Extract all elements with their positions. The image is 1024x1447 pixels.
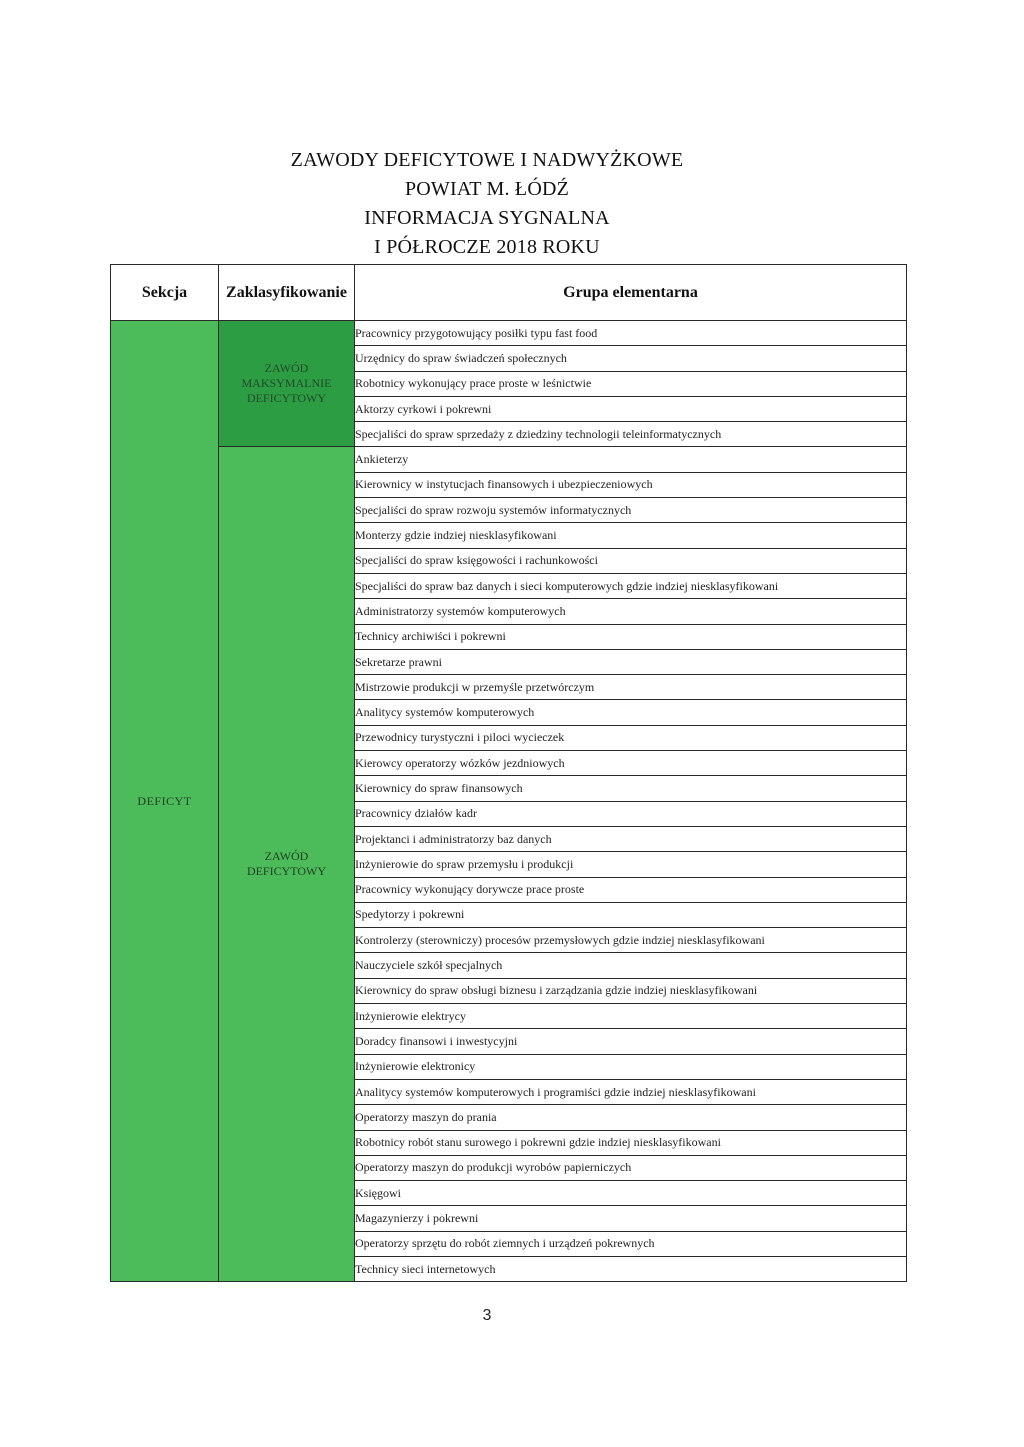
zaklasyfikowanie-max-deficyt-cell xyxy=(219,321,355,447)
occupation-cell: Technicy sieci internetowych xyxy=(355,1256,907,1281)
occupation-cell: Specjaliści do spraw sprzedaży z dziedziny technologii teleinformatycznych xyxy=(355,422,907,447)
occupation-cell: Specjaliści do spraw księgowości i rachunkowości xyxy=(355,548,907,573)
occupation-cell: Sekretarze prawni xyxy=(355,649,907,674)
occupation-cell: Operatorzy sprzętu do robót ziemnych i urządzeń pokrewnych xyxy=(355,1231,907,1256)
occupation-cell: Operatorzy maszyn do produkcji wyrobów papierniczych xyxy=(355,1155,907,1180)
occupation-cell: Księgowi xyxy=(355,1181,907,1206)
occupation-cell: Urzędnicy do spraw świadczeń społecznych xyxy=(355,346,907,371)
title-line-4: I PÓŁROCZE 2018 ROKU xyxy=(374,236,600,258)
occupation-cell: Pracownicy przygotowujący posiłki typu fast food xyxy=(355,321,907,346)
occupation-cell: Monterzy gdzie indziej niesklasyfikowani xyxy=(355,523,907,548)
header-zaklasyfikowanie: Zaklasyfikowanie xyxy=(219,265,355,321)
occupation-cell: Robotnicy robót stanu surowego i pokrewni gdzie indziej niesklasyfikowani xyxy=(355,1130,907,1155)
document-title xyxy=(0,146,974,262)
occupation-cell: Pracownicy wykonujący dorywcze prace proste xyxy=(355,877,907,902)
sekcja-cell: DEFICYT xyxy=(111,321,219,1282)
occupation-cell: Kierownicy do spraw obsługi biznesu i zarządzania gdzie indziej niesklasyfikowani xyxy=(355,978,907,1003)
occupation-cell: Pracownicy działów kadr xyxy=(355,801,907,826)
occupation-cell: Magazynierzy i pokrewni xyxy=(355,1206,907,1231)
occupation-cell: Kierowcy operatorzy wózków jezdniowych xyxy=(355,751,907,776)
classification-label-line: MAKSYMALNIE xyxy=(241,376,332,391)
occupation-cell: Mistrzowie produkcji w przemyśle przetwórczym xyxy=(355,675,907,700)
occupation-cell: Inżynierowie do spraw przemysłu i produkcji xyxy=(355,852,907,877)
occupation-cell: Analitycy systemów komputerowych xyxy=(355,700,907,725)
occupation-cell: Spedytorzy i pokrewni xyxy=(355,902,907,927)
occupation-cell: Kierownicy w instytucjach finansowych i ubezpieczeniowych xyxy=(355,472,907,497)
classification-label-line: ZAWÓD xyxy=(264,361,309,376)
title-line-3: INFORMACJA SYGNALNA xyxy=(364,207,610,229)
page-number: 3 xyxy=(482,1307,492,1324)
table-row xyxy=(111,321,907,346)
occupation-cell: Projektanci i administratorzy baz danych xyxy=(355,826,907,851)
classification-label-line: DEFICYTOWY xyxy=(246,864,327,879)
occupation-cell: Administratorzy systemów komputerowych xyxy=(355,599,907,624)
title-line-1: ZAWODY DEFICYTOWE I NADWYŻKOWE xyxy=(290,149,684,171)
occupations-table xyxy=(110,264,907,1282)
occupation-cell: Ankieterzy xyxy=(355,447,907,472)
occupation-cell: Inżynierowie elektrycy xyxy=(355,1004,907,1029)
occupation-cell: Przewodnicy turystyczni i piloci wycieczek xyxy=(355,725,907,750)
occupation-cell: Robotnicy wykonujący prace proste w leśnictwie xyxy=(355,371,907,396)
header-row xyxy=(111,265,907,321)
occupation-cell: Analitycy systemów komputerowych i programiści gdzie indziej niesklasyfikowani xyxy=(355,1079,907,1104)
occupation-cell: Kierownicy do spraw finansowych xyxy=(355,776,907,801)
zaklasyfikowanie-deficyt-cell xyxy=(219,447,355,1282)
table-body xyxy=(111,321,907,1282)
occupation-cell: Nauczyciele szkół specjalnych xyxy=(355,953,907,978)
title-line-2: POWIAT M. ŁÓDŹ xyxy=(404,178,570,200)
occupation-cell: Specjaliści do spraw baz danych i sieci komputerowych gdzie indziej niesklasyfikowani xyxy=(355,573,907,598)
occupation-cell: Inżynierowie elektronicy xyxy=(355,1054,907,1079)
occupation-cell: Kontrolerzy (sterowniczy) procesów przemysłowych gdzie indziej niesklasyfikowani xyxy=(355,928,907,953)
occupation-cell: Aktorzy cyrkowi i pokrewni xyxy=(355,396,907,421)
table-row xyxy=(111,447,907,472)
occupation-cell: Operatorzy maszyn do prania xyxy=(355,1105,907,1130)
classification-label-line: DEFICYTOWY xyxy=(246,391,327,406)
occupation-cell: Technicy archiwiści i pokrewni xyxy=(355,624,907,649)
occupation-cell: Specjaliści do spraw rozwoju systemów informatycznych xyxy=(355,498,907,523)
header-sekcja: Sekcja xyxy=(111,265,219,321)
header-grupa: Grupa elementarna xyxy=(355,265,907,321)
occupation-cell: Doradcy finansowi i inwestycyjni xyxy=(355,1029,907,1054)
classification-label-line: ZAWÓD xyxy=(264,849,309,864)
